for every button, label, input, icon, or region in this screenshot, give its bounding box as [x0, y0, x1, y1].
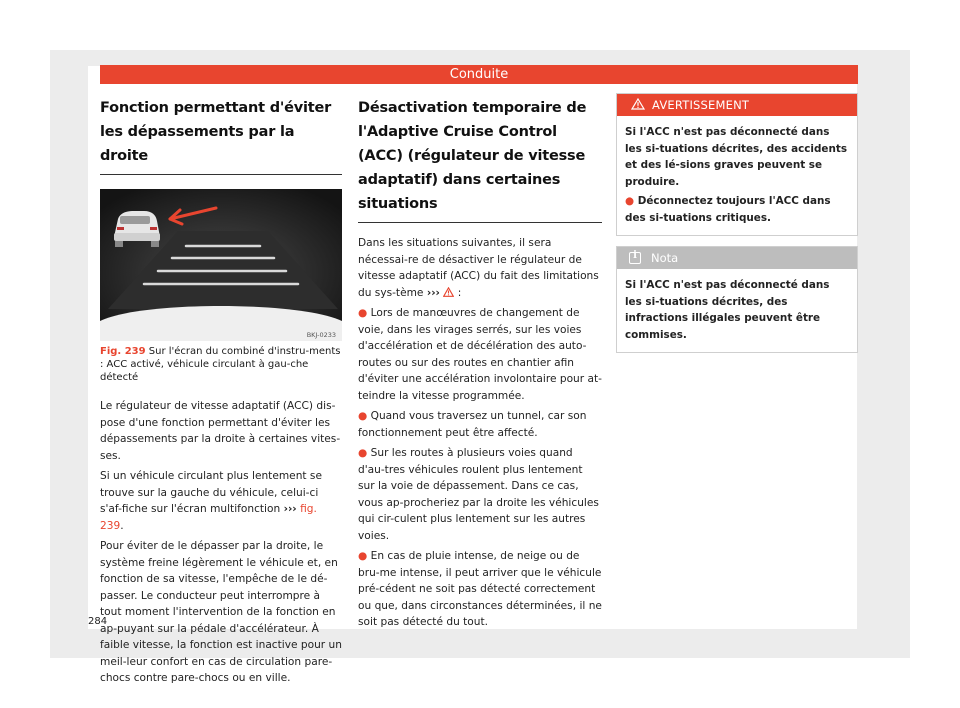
heading-rule — [100, 174, 342, 175]
figure-caption — [100, 345, 342, 384]
note-body — [617, 269, 857, 352]
list-item-text: En cas de pluie intense, de neige ou de bru-me intense, il peut arriver que le véhicule pré-cédent ne soit pas détecté correctement ou que, dans circonstances déterminées, il ne soit pas détecté du tout. — [358, 550, 602, 628]
intro-text: Dans les situations suivantes, il sera nécessai-re de désactiver le régulateur de vitesse adaptatif (ACC) du fait des limitations du sys-tème — [358, 237, 599, 299]
figure-caption-text: Sur l'écran du combiné d'instru-ments : ACC activé, véhicule circulant à gau-che détecté — [100, 346, 341, 383]
bullet-icon: ● — [625, 195, 635, 207]
list-item — [358, 408, 602, 441]
intro-paragraph — [358, 235, 602, 301]
list-item-text: Quand vous traversez un tunnel, car son fonctionnement peut être affecté. — [358, 410, 587, 439]
body-text — [358, 235, 602, 631]
list-item-text: Sur les routes à plusieurs voies quand d'au-tres véhicules roulent plus lentement sur la voie de dépassement. Dans ce cas, vous ap-procheriez par la droite les véhicules qui cir-culent plus lentement sur les autres voies. — [358, 447, 599, 542]
heading-rule — [358, 222, 602, 223]
figure-label: Fig. 239 — [100, 346, 146, 357]
column-middle — [358, 96, 602, 631]
bullet-icon: ● — [358, 307, 368, 319]
section-heading: Fonction permettant d'éviter les dépassements par la droite — [100, 100, 332, 164]
warning-body — [617, 116, 857, 235]
list-item — [358, 305, 602, 404]
note-title: Nota — [651, 251, 679, 265]
warning-title: AVERTISSEMENT — [652, 98, 750, 112]
paragraph: Pour éviter de le dépasser par la droite, le système freine légèrement le véhicule et, en fonction de sa vitesse, l'empêche de le dé-passer. Le conducteur peut interrompre à tout moment l'intervention de la fonction en ap-puyant sur la pédale d'accélérateur. À faible vitesse, la fonction est inactive pour un meil-leur confort en cas de circulation pare-chocs contre pare-chocs ou en ville. — [100, 540, 342, 684]
page-number: 284 — [88, 616, 108, 627]
warning-list-item — [625, 193, 849, 226]
list-item — [358, 445, 602, 544]
cross-reference-arrows: ››› — [283, 503, 297, 515]
period: . — [120, 519, 124, 532]
paragraph-with-link — [100, 468, 342, 534]
body-text — [100, 398, 342, 687]
column-left — [100, 96, 342, 687]
note-box — [616, 246, 858, 353]
colon: : — [457, 286, 462, 299]
list-item — [358, 548, 602, 631]
cross-reference-arrows: ››› — [426, 286, 440, 299]
warning-box — [616, 93, 858, 236]
figure-code: BKJ-0233 — [306, 331, 336, 339]
bullet-icon: ● — [358, 550, 368, 562]
figure-link[interactable]: fig. 239 — [100, 503, 317, 532]
warning-list-text: Déconnectez toujours l'ACC dans des si-tuations critiques. — [625, 195, 831, 224]
figure-239 — [100, 189, 342, 341]
warning-triangle-icon — [631, 98, 645, 113]
warning-header — [617, 94, 857, 116]
section-heading: Désactivation temporaire de l'Adaptive Cruise Control (ACC) (régulateur de vitesse adaptatif) dans certaines situations — [358, 100, 587, 212]
note-text: Si l'ACC n'est pas déconnecté dans les si-tuations décrites, des infractions illégales peuvent être commises. — [625, 279, 830, 341]
paragraph-text: Si un véhicule circulant plus lentement se trouve sur la gauche du véhicule, celui-ci s'af-fiche sur l'écran multifonction — [100, 470, 322, 515]
column-right — [616, 93, 858, 353]
paragraph: Le régulateur de vitesse adaptatif (ACC) dis-pose d'une fonction permettant d'éviter les dépassements par la droite à certaines vites-ses. — [100, 400, 341, 462]
bullet-icon: ● — [358, 410, 368, 422]
warning-text: Si l'ACC n'est pas déconnecté dans les si-tuations décrites, des accidents et des lé-sions graves peuvent se produire. — [625, 126, 848, 188]
instrument-display-illustration — [100, 189, 342, 341]
section-header: Conduite — [100, 65, 858, 84]
note-header — [617, 247, 857, 269]
info-icon — [629, 252, 641, 264]
bullet-icon: ● — [358, 447, 368, 459]
warning-triangle-icon[interactable] — [443, 287, 454, 297]
list-item-text: Lors de manœuvres de changement de voie, dans les virages serrés, sur les voies d'accélération et de décélération des auto-routes ou sur des routes en chantier afin d'éviter une accélération involontaire pour at-teindre la vitesse programmée. — [358, 307, 602, 402]
